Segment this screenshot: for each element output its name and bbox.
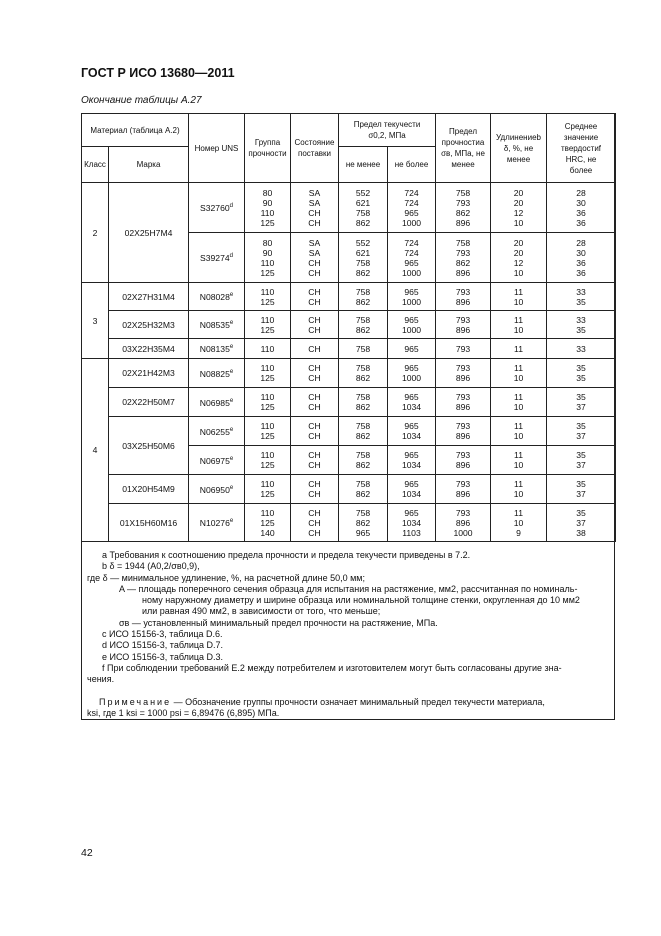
group-cell: 110 125	[245, 359, 291, 388]
group-cell: 110 125	[245, 417, 291, 446]
header-elongation: Удлинениеb δ, %, не менее	[491, 114, 547, 183]
state-cell: SA SA CH CH	[291, 233, 339, 283]
yield-min-cell: 758 862	[339, 475, 388, 504]
footnote-a: a Требования к соотношению предела прочности и предела текучести приведены в 7.2.	[102, 550, 471, 560]
tensile-cell: 793 896	[436, 283, 491, 311]
grade-cell: 02Х25Н32М3	[109, 311, 189, 339]
header-yield-min: не менее	[339, 147, 388, 183]
hardness-cell: 35 37	[547, 417, 616, 446]
hardness-cell: 33	[547, 339, 616, 359]
header-yield: Предел текучести σ0,2, МПа	[339, 114, 436, 147]
yield-max-cell: 965 1034	[388, 475, 436, 504]
hardness-cell: 28 30 36 36	[547, 183, 616, 233]
uns-cell: N08825e	[189, 359, 245, 388]
hardness-cell: 35 37	[547, 475, 616, 504]
grade-cell: 03Х25Н50М6	[109, 417, 189, 475]
tensile-cell: 758 793 862 896	[436, 233, 491, 283]
footnote-area-2: ному наружному диаметру и ширине образца или номинальной толщине стенки, округленная до 10 мм2	[142, 595, 580, 606]
tensile-cell: 793	[436, 339, 491, 359]
elongation-cell: 11 10	[491, 446, 547, 475]
uns-cell: N08535e	[189, 311, 245, 339]
yield-min-cell: 758	[339, 339, 388, 359]
footnote-f-1: f При соблюдении требований Е.2 между потребителем и изготовителем могут быть согласованы другие зна-	[102, 662, 562, 673]
class-cell: 3	[82, 283, 109, 359]
footnote-d: d ИСО 15156-3, таблица D.7.	[102, 640, 224, 651]
group-cell: 110 125	[245, 388, 291, 417]
state-cell: CH CH	[291, 417, 339, 446]
yield-min-cell: 758 862	[339, 283, 388, 311]
group-cell: 110 125	[245, 475, 291, 504]
yield-min-cell: 758 862	[339, 446, 388, 475]
uns-cell: N08028e	[189, 283, 245, 311]
group-cell: 110 125	[245, 283, 291, 311]
footnote-area-3: или равная 490 мм2, в зависимости от того, что меньше;	[142, 606, 381, 617]
page-number: 42	[81, 847, 93, 859]
grade-cell: 02Х22Н50М7	[109, 388, 189, 417]
footnote-sigma: σв — установленный минимальный предел прочности на растяжение, МПа.	[119, 617, 438, 628]
elongation-cell: 11 10	[491, 359, 547, 388]
yield-min-cell: 758 862 965	[339, 504, 388, 542]
yield-max-cell: 965 1000	[388, 359, 436, 388]
uns-cell: S32760$^d$	[189, 183, 245, 233]
uns-cell: N06950e	[189, 475, 245, 504]
uns-cell: N10276e	[189, 504, 245, 542]
note-text-2: ksi, где 1 ksi = 1000 psi = 6,89476 (6,895) МПа.	[87, 707, 280, 718]
tensile-cell: 793 896	[436, 417, 491, 446]
table-footnotes	[87, 550, 609, 719]
grade-cell: 02Х27Н31М4	[109, 283, 189, 311]
tensile-cell: 793 896	[436, 475, 491, 504]
uns-cell: N06975e	[189, 446, 245, 475]
state-cell: CH	[291, 339, 339, 359]
grade-cell: 02Х25Н7М4	[109, 183, 189, 283]
tensile-cell: 793 896	[436, 446, 491, 475]
uns-cell: N06255e	[189, 417, 245, 446]
uns-cell: N08135e	[189, 339, 245, 359]
header-class: Класс	[82, 147, 109, 183]
state-cell: CH CH	[291, 446, 339, 475]
header-grade: Марка	[109, 147, 189, 183]
footnote-b: b δ = 1944 (A0,2/σв0,9),	[102, 561, 200, 572]
state-cell: CH CH CH	[291, 504, 339, 542]
group-cell: 110	[245, 339, 291, 359]
yield-min-cell: 758 862	[339, 388, 388, 417]
elongation-cell: 11 10	[491, 417, 547, 446]
note-label: Примечание	[99, 696, 172, 707]
grade-cell: 03Х22Н35М4	[109, 339, 189, 359]
elongation-cell: 11 10	[491, 475, 547, 504]
header-group: Группа прочности	[245, 114, 291, 183]
hardness-cell: 35 35	[547, 359, 616, 388]
note-text: — Обозначение группы прочности означает минимальный предел текучести материала,	[171, 696, 545, 707]
elongation-cell: 11 10 9	[491, 504, 547, 542]
state-cell: CH CH	[291, 283, 339, 311]
elongation-cell: 20 20 12 10	[491, 233, 547, 283]
yield-min-cell: 758 862	[339, 417, 388, 446]
hardness-cell: 35 37	[547, 388, 616, 417]
elongation-cell: 11 10	[491, 283, 547, 311]
state-cell: CH CH	[291, 475, 339, 504]
state-cell: SA SA CH CH	[291, 183, 339, 233]
group-cell: 110 125	[245, 311, 291, 339]
tensile-cell: 793 896	[436, 388, 491, 417]
state-cell: CH CH	[291, 359, 339, 388]
state-cell: CH CH	[291, 311, 339, 339]
grade-cell: 02Х21Н42М3	[109, 359, 189, 388]
hardness-cell: 28 30 36 36	[547, 233, 616, 283]
header-yield-max: не более	[388, 147, 436, 183]
tensile-cell: 793 896 1000	[436, 504, 491, 542]
hardness-cell: 33 35	[547, 283, 616, 311]
yield-max-cell: 965 1034 1103	[388, 504, 436, 542]
uns-cell: S39274$^d$	[189, 233, 245, 283]
yield-max-cell: 965 1000	[388, 283, 436, 311]
yield-max-cell: 724 724 965 1000	[388, 233, 436, 283]
yield-min-cell: 552 621 758 862	[339, 183, 388, 233]
hardness-cell: 35 37	[547, 446, 616, 475]
class-cell: 2	[82, 183, 109, 283]
class-cell: 4	[82, 359, 109, 542]
group-cell: 80 90 110 125	[245, 233, 291, 283]
table-caption: Окончание таблицы А.27	[81, 95, 202, 106]
tensile-cell: 758 793 862 896	[436, 183, 491, 233]
grade-cell: 01Х15Н60М16	[109, 504, 189, 542]
yield-max-cell: 724 724 965 1000	[388, 183, 436, 233]
tensile-cell: 793 896	[436, 359, 491, 388]
header-tensile: Предел прочностиa σв, МПа, не менее	[436, 114, 491, 183]
group-cell: 110 125 140	[245, 504, 291, 542]
footnote-f-2: чения.	[87, 674, 115, 685]
document-header: ГОСТ Р ИСО 13680—2011	[81, 66, 235, 80]
yield-min-cell: 552 621 758 862	[339, 233, 388, 283]
footnote-area-1: A — площадь поперечного сечения образца для испытания на растяжение, мм2, рассчитанная по номиналь-	[119, 583, 578, 594]
header-state: Состояние поставки	[291, 114, 339, 183]
yield-max-cell: 965 1034	[388, 417, 436, 446]
header-uns: Номер UNS	[189, 114, 245, 183]
group-cell: 110 125	[245, 446, 291, 475]
yield-max-cell: 965 1034	[388, 388, 436, 417]
hardness-cell: 33 35	[547, 311, 616, 339]
hardness-cell: 35 37 38	[547, 504, 616, 542]
table-note	[87, 697, 609, 708]
elongation-cell: 11	[491, 339, 547, 359]
yield-max-cell: 965 1000	[388, 311, 436, 339]
grade-cell: 01Х20Н54М9	[109, 475, 189, 504]
yield-max-cell: 965	[388, 339, 436, 359]
state-cell: CH CH	[291, 388, 339, 417]
uns-cell: N06985e	[189, 388, 245, 417]
footnote-where: где δ — минимальное удлинение, %, на расчетной длине 50,0 мм;	[87, 572, 365, 583]
yield-min-cell: 758 862	[339, 359, 388, 388]
elongation-cell: 11 10	[491, 388, 547, 417]
elongation-cell: 20 20 12 10	[491, 183, 547, 233]
group-cell: 80 90 110 125	[245, 183, 291, 233]
yield-min-cell: 758 862	[339, 311, 388, 339]
yield-max-cell: 965 1034	[388, 446, 436, 475]
tensile-cell: 793 896	[436, 311, 491, 339]
header-material: Материал (таблица А.2)	[82, 114, 189, 147]
header-hardness: Среднее значение твердостиf HRC, не более	[547, 114, 616, 183]
elongation-cell: 11 10	[491, 311, 547, 339]
footnote-c: c ИСО 15156-3, таблица D.6.	[102, 629, 223, 640]
footnote-e: e ИСО 15156-3, таблица D.3.	[102, 651, 224, 662]
